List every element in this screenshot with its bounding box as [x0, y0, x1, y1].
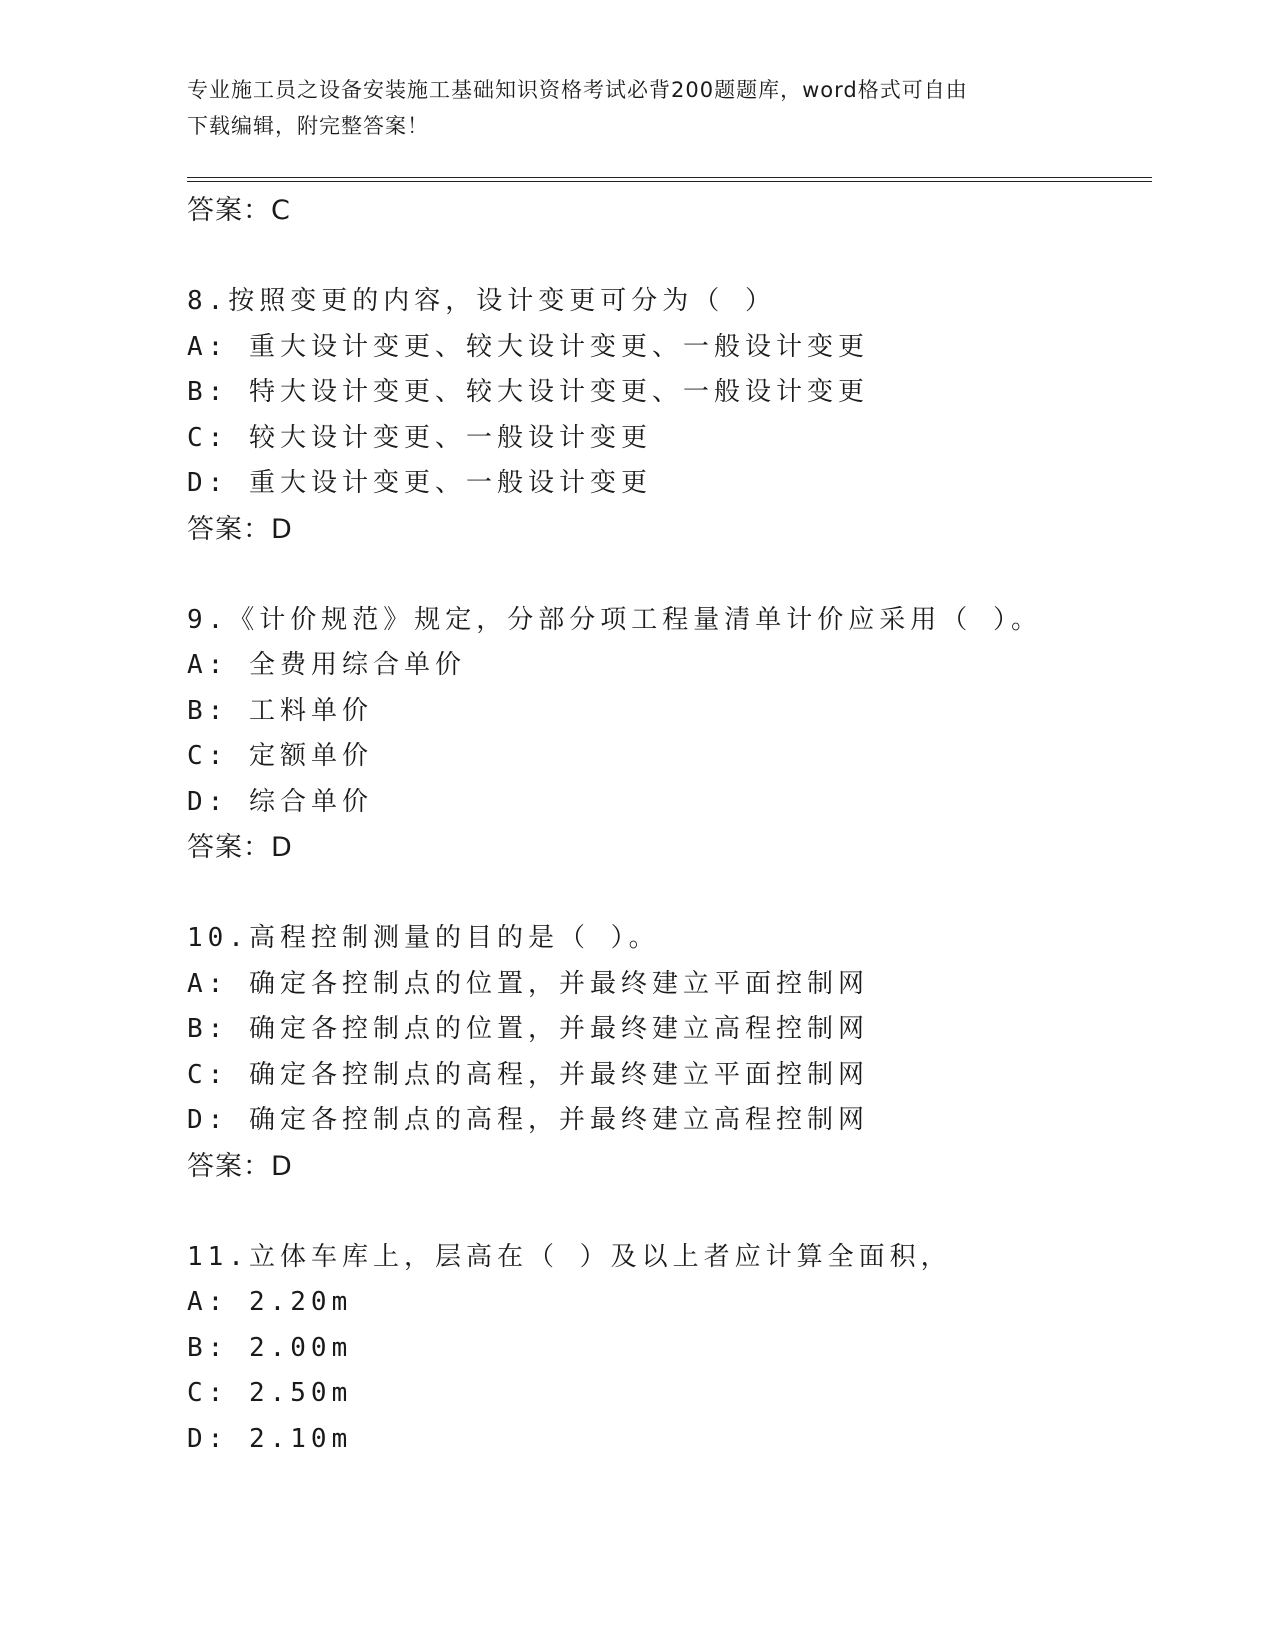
- option-b: B: 确定各控制点的位置，并最终建立高程控制网: [187, 1014, 869, 1044]
- spacer: [187, 234, 1167, 280]
- spacer: [187, 871, 1167, 917]
- option-b: B: 2.00m: [187, 1332, 353, 1363]
- question-11: [187, 1235, 1167, 1463]
- header-line-2: 下载编辑，附完整答案！: [187, 114, 429, 138]
- answer: 答案：D: [187, 1150, 293, 1182]
- option-b: B: 特大设计变更、较大设计变更、一般设计变更: [187, 377, 869, 407]
- question-stem: 10.高程控制测量的目的是（ ）。: [187, 923, 660, 953]
- option-a: A: 全费用综合单价: [187, 650, 466, 680]
- option-d: D: 综合单价: [187, 786, 373, 817]
- option-b: B: 工料单价: [187, 695, 373, 726]
- option-d: D: 2.10m: [187, 1423, 353, 1454]
- spacer: [187, 552, 1167, 598]
- header-divider-top: [187, 177, 1152, 178]
- option-c: C: 2.50m: [187, 1378, 353, 1408]
- document-header: [187, 72, 1087, 144]
- question-10: [187, 916, 1167, 1189]
- option-d: D: 重大设计变更、一般设计变更: [187, 468, 652, 498]
- question-8: [187, 279, 1167, 552]
- option-a: A: 重大设计变更、较大设计变更、一般设计变更: [187, 331, 869, 362]
- option-c: C: 定额单价: [187, 741, 373, 771]
- option-c: C: 较大设计变更、一般设计变更: [187, 422, 652, 453]
- option-c: C: 确定各控制点的高程，并最终建立平面控制网: [187, 1059, 869, 1090]
- question-list: [187, 188, 1167, 1462]
- question-9: [187, 598, 1167, 871]
- answer: 答案：D: [187, 513, 293, 545]
- answer: 答案：D: [187, 832, 293, 863]
- question-stem: 11.立体车库上，层高在（ ）及以上者应计算全面积，: [187, 1241, 952, 1272]
- header-line-1: 专业施工员之设备安装施工基础知识资格考试必背200题题库，word格式可自由: [187, 78, 968, 102]
- question-stem: 8.按照变更的内容，设计变更可分为（ ）: [187, 286, 776, 316]
- spacer: [187, 1189, 1167, 1235]
- question-stem: 9.《计价规范》规定，分部分项工程量清单计价应采用（ ）。: [187, 604, 1042, 635]
- header-divider-bottom: [187, 181, 1152, 182]
- option-a: A: 2.20m: [187, 1287, 353, 1317]
- option-d: D: 确定各控制点的高程，并最终建立高程控制网: [187, 1105, 869, 1135]
- answer-previous: 答案：C: [187, 195, 291, 226]
- option-a: A: 确定各控制点的位置，并最终建立平面控制网: [187, 968, 869, 999]
